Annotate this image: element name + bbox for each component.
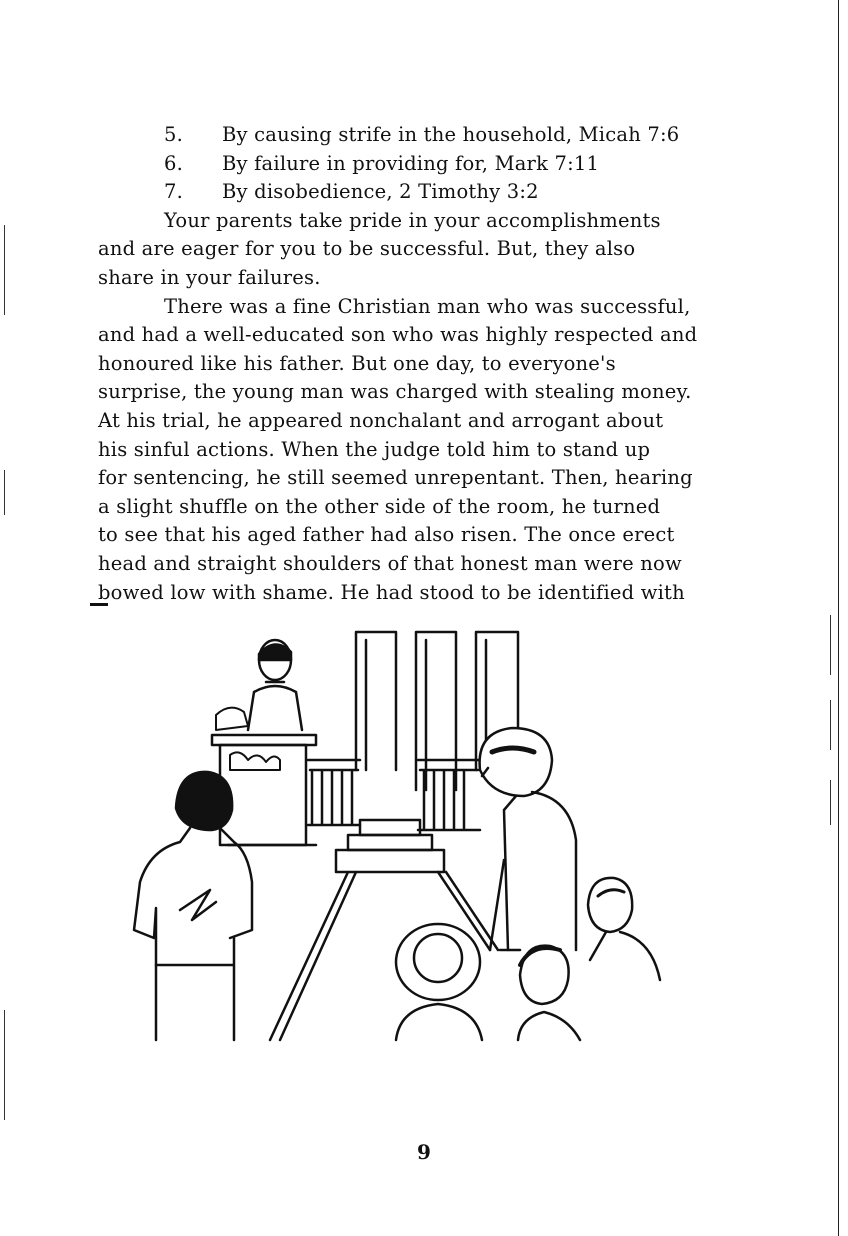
page-edge-rule xyxy=(838,0,839,1236)
scan-edge-marks-right xyxy=(826,0,836,1236)
paragraph-line: honoured like his father. But one day, to everyone's xyxy=(98,351,616,375)
railing-left xyxy=(308,760,360,825)
body-text xyxy=(98,121,798,607)
seated-man-hat xyxy=(396,924,482,1040)
list-item: 6. By failure in providing for, Mark 7:11 xyxy=(164,151,600,175)
seated-man-right xyxy=(588,878,660,980)
margin-mark xyxy=(90,603,108,606)
paragraph-line: head and straight shoulders of that honest man were now xyxy=(98,551,682,575)
courtroom-illustration xyxy=(120,620,680,1050)
paragraph-line: At his trial, he appeared nonchalant and arrogant about xyxy=(98,408,664,432)
page-number: 9 xyxy=(417,1140,431,1164)
seated-boy xyxy=(518,946,580,1040)
judge-figure xyxy=(248,640,302,730)
aisle-left xyxy=(270,872,356,1040)
paragraph-line: a slight shuffle on the other side of the room, he turned xyxy=(98,494,661,518)
judge-bench xyxy=(212,708,316,845)
paragraph-line: There was a fine Christian man who was successful, xyxy=(164,294,691,318)
paragraph-line: and had a well-educated son who was highly respected and xyxy=(98,323,698,347)
paragraph-line: Your parents take pride in your accomplishments xyxy=(164,208,661,232)
paragraph-line: for sentencing, he still seemed unrepentant. Then, hearing xyxy=(98,466,693,490)
railing-right xyxy=(418,760,480,830)
scan-edge-marks-left xyxy=(0,0,10,1236)
young-man-figure xyxy=(134,772,252,1040)
paragraph-line: his sinful actions. When the judge told him to stand up xyxy=(98,437,651,461)
paragraph-line: surprise, the young man was charged with stealing money. xyxy=(98,380,692,404)
list-item: 5. By causing strife in the household, Micah 7:6 xyxy=(164,123,680,146)
paragraph-line: share in your failures. xyxy=(98,265,321,289)
list-item: 7. By disobedience, 2 Timothy 3:2 xyxy=(164,180,539,204)
paragraph-line: bowed low with shame. He had stood to be identified with xyxy=(98,580,685,604)
courtroom-steps xyxy=(336,820,444,872)
paragraph-line: and are eager for you to be successful. But, they also xyxy=(98,237,636,261)
paragraph-line: to see that his aged father had also risen. The once erect xyxy=(98,523,675,547)
father-figure xyxy=(480,728,576,950)
